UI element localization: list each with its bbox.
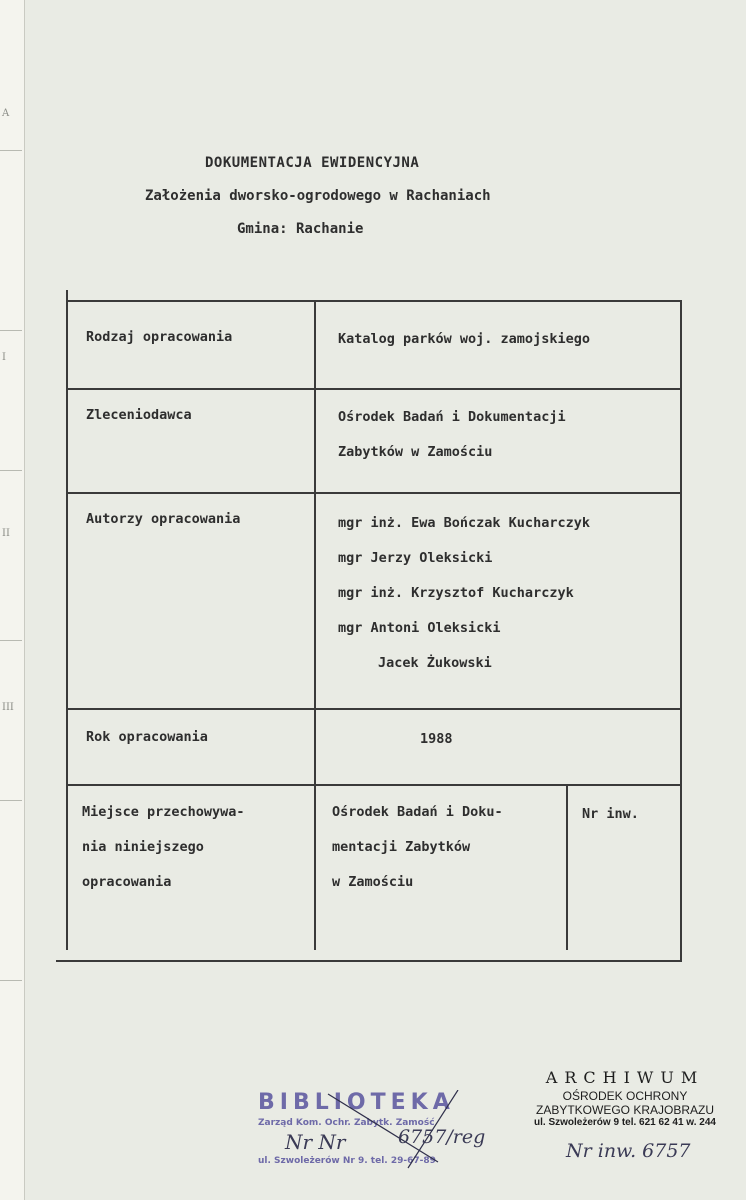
archive-stamp-line: ZABYTKOWEGO KRAJOBRAZU	[535, 1103, 715, 1117]
archive-stamp	[520, 1068, 730, 1128]
value-autor: mgr Antoni Oleksicki	[338, 620, 501, 636]
value-miejsce-line: Ośrodek Badań i Doku-	[332, 804, 503, 820]
table-border-right	[680, 300, 682, 960]
label-miejsce-line: Miejsce przechowywa-	[82, 804, 245, 820]
table-border-left	[66, 290, 68, 950]
edge-mark: III	[2, 702, 14, 713]
value-zleceniodawca-line: Zabytków w Zamościu	[338, 444, 493, 460]
label-miejsce-line: nia niniejszego	[82, 839, 204, 855]
nr-inw-label: Nr inw.	[582, 806, 639, 822]
label-autorzy: Autorzy opracowania	[86, 511, 241, 527]
value-rok: 1988	[420, 731, 453, 747]
handwritten-number: 6757/reg	[398, 1126, 486, 1148]
edge-mark: II	[2, 528, 10, 539]
label-miejsce-line: opracowania	[82, 874, 172, 890]
edge-divider	[0, 470, 22, 471]
library-stamp-address: ul. Szwoleżerów Nr 9. tel. 29-67-89	[258, 1156, 436, 1166]
value-zleceniodawca-line: Ośrodek Badań i Dokumentacji	[338, 409, 566, 425]
archive-stamp-title: ARCHIWUM	[545, 1068, 705, 1087]
document-subtitle: Założenia dworsko-ogrodowego w Rachaniach	[145, 188, 491, 204]
edge-mark: A	[2, 108, 10, 119]
edge-divider	[0, 800, 22, 801]
archive-stamp-line: OŚRODEK OCHRONY	[562, 1089, 688, 1103]
library-stamp-line: Zarząd Kom. Ochr. Zabytk. Zamość	[258, 1118, 435, 1128]
label-rodzaj: Rodzaj opracowania	[86, 329, 233, 345]
value-miejsce-line: mentacji Zabytków	[332, 839, 471, 855]
edge-divider	[0, 150, 22, 151]
edge-divider	[0, 640, 22, 641]
value-autor: mgr inż. Krzysztof Kucharczyk	[338, 585, 574, 601]
value-autor: Jacek Żukowski	[378, 655, 492, 671]
table-row-divider	[66, 492, 682, 494]
table-row-divider	[66, 388, 682, 390]
table-border-bottom	[56, 960, 682, 962]
value-autor: mgr Jerzy Oleksicki	[338, 550, 493, 566]
table-column-divider	[314, 300, 316, 950]
edge-divider	[0, 330, 22, 331]
archive-stamp-address: ul. Szwoleżerów 9 tel. 621 62 41 w. 244	[534, 1117, 716, 1128]
adjacent-page-edge	[0, 0, 25, 1200]
table-row-divider	[66, 784, 682, 786]
value-miejsce-line: w Zamościu	[332, 874, 414, 890]
table-row-divider	[66, 708, 682, 710]
value-autor: mgr inż. Ewa Bończak Kucharczyk	[338, 515, 590, 531]
edge-divider	[0, 980, 22, 981]
edge-mark: I	[2, 352, 6, 363]
handwritten-inventory-number: Nr inw. 6757	[566, 1140, 691, 1162]
label-zleceniodawca: Zleceniodawca	[86, 407, 192, 423]
label-rok: Rok opracowania	[86, 729, 208, 745]
value-rodzaj: Katalog parków woj. zamojskiego	[338, 331, 590, 347]
table-column-divider	[566, 784, 568, 950]
library-stamp-title: BIBLIOTEKA	[258, 1090, 455, 1115]
document-title: DOKUMENTACJA EWIDENCYJNA	[205, 155, 420, 171]
table-border-top	[66, 300, 682, 302]
handwritten-nr: Nr Nr	[285, 1130, 346, 1154]
document-gmina: Gmina: Rachanie	[237, 221, 364, 237]
